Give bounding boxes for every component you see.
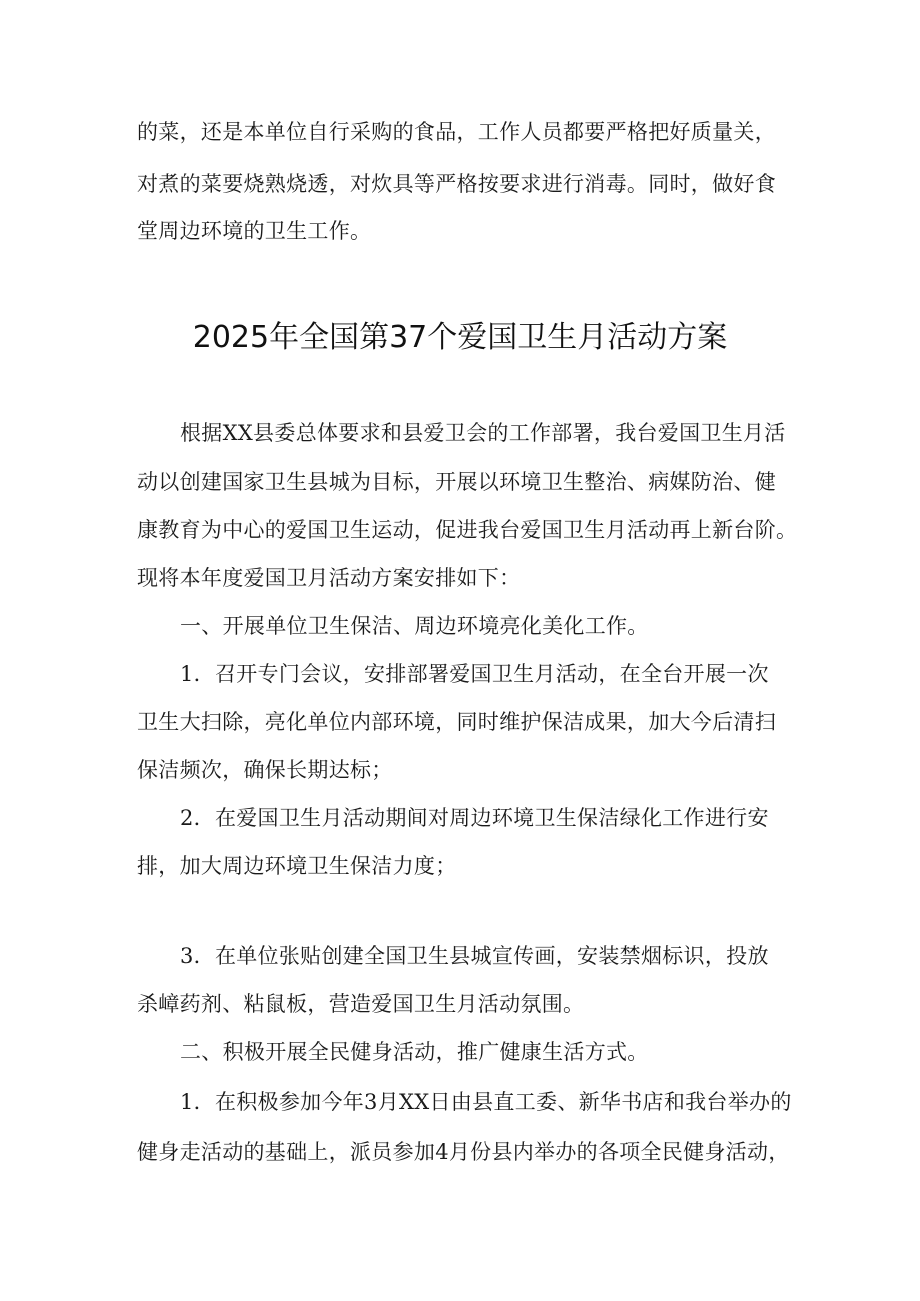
document-title: 2025年全国第37个爱国卫生月活动方案	[192, 320, 728, 355]
section-1-heading: 一、开展单位卫生保洁、周边环境亮化美化工作。	[180, 614, 649, 638]
paragraph-1-line-3: 康教育为中心的爱国卫生运动，促进我台爱国卫生月活动再上新台阶。	[137, 518, 797, 542]
item-1-1-line-2: 卫生大扫除，亮化单位内部环境，同时维护保洁成果，加大今后清扫	[137, 710, 776, 734]
intro-line-1: 的菜，还是本单位自行采购的食品，工作人员都要严格把好质量关，	[137, 120, 776, 144]
paragraph-1-line-4: 现将本年度爱国卫月活动方案安排如下：	[137, 566, 521, 590]
item-1-2-line-1: 2．在爱国卫生月活动期间对周边环境卫生保洁绿化工作进行安	[180, 806, 769, 830]
item-1-3-line-1: 3．在单位张贴创建全国卫生县城宣传画，安装禁烟标识，投放	[180, 944, 769, 968]
item-2-1-line-1: 1．在积极参加今年3月XX日由县直工委、新华书店和我台举办的	[180, 1090, 792, 1114]
paragraph-1-line-2: 动以创建国家卫生县城为目标，开展以环境卫生整治、病媒防治、健	[137, 470, 776, 494]
item-1-2-line-2: 排，加大周边环境卫生保洁力度；	[137, 854, 457, 878]
paragraph-1-line-1: 根据XX县委总体要求和县爱卫会的工作部署，我台爱国卫生月活	[180, 421, 786, 445]
intro-line-3: 堂周边环境的卫生工作。	[137, 219, 372, 243]
section-2-heading: 二、积极开展全民健身活动，推广健康生活方式。	[180, 1040, 649, 1064]
item-2-1-line-2: 健身走活动的基础上，派员参加4月份县内举办的各项全民健身活动，	[137, 1140, 790, 1164]
intro-line-2: 对煮的菜要烧熟烧透，对炊具等严格按要求进行消毒。同时，做好食	[137, 172, 776, 196]
item-1-3-line-2: 杀嶂药剂、粘鼠板，营造爱国卫生月活动氛围。	[137, 992, 585, 1016]
item-1-1-line-1: 1．召开专门会议，安排部署爱国卫生月活动，在全台开展一次	[180, 662, 769, 686]
item-1-1-line-3: 保洁频次，确保长期达标；	[137, 758, 393, 782]
